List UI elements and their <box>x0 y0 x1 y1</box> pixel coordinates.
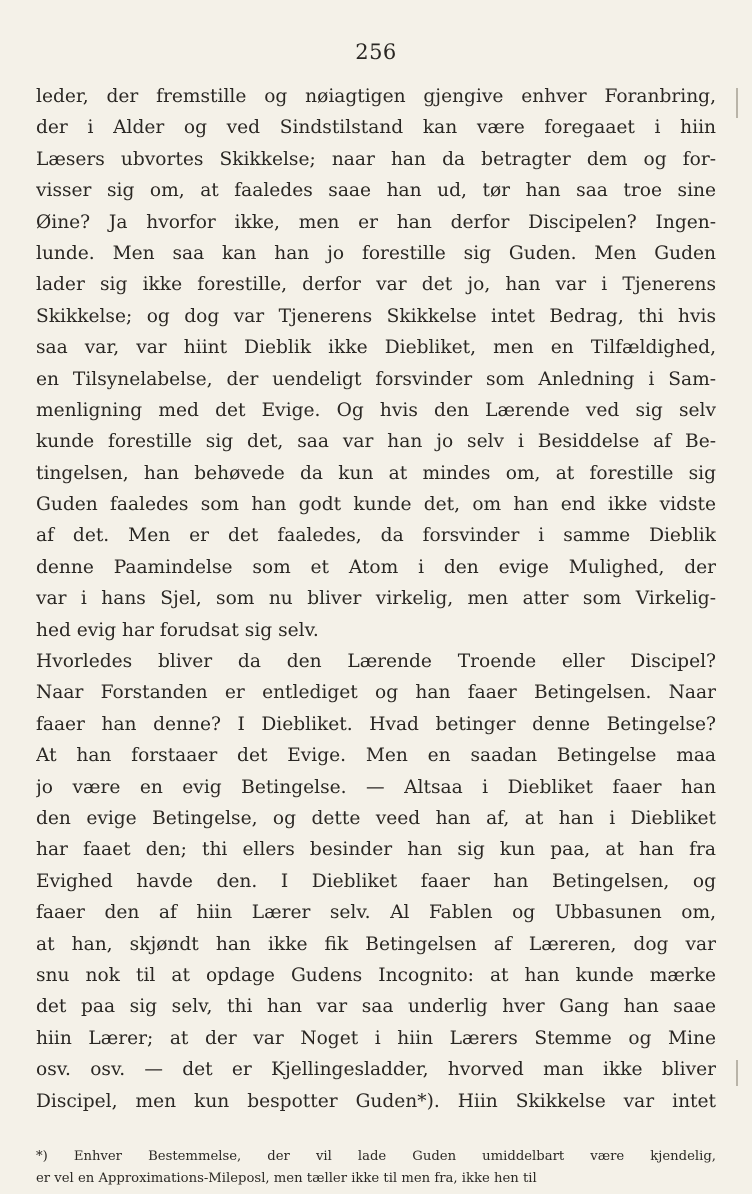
text-line: At han forstaaer det Evige. Men en saadan Betingelse maa <box>36 745 716 767</box>
text-line: Evighed havde den. I Diebliket faaer han Betingelsen, og <box>36 870 716 892</box>
text-line: leder, der fremstille og nøiagtigen gjengive enhver Foranbring, <box>36 86 716 107</box>
footnote-line: *) Enhver Bestemmelse, der vil lade Guden umiddelbart være kjendelig, <box>36 1149 716 1164</box>
text-line: faaer han denne? I Diebliket. Hvad betinger denne Betingelse? <box>36 713 716 735</box>
text-line: af det. Men er det faaledes, da forsvinder i samme Dieblik <box>36 525 716 547</box>
footnote-line: er vel en Approximations-Mileposl, men tæller ikke til men fra, ikke hen til <box>36 1171 537 1186</box>
paragraph-start-line: Hvorledes bliver da den Lærende Troende eller Discipel? <box>36 651 716 673</box>
text-line: tingelsen, han behøvede da kun at mindes om, at forestille sig <box>36 462 716 484</box>
text-line: Discipel, men kun bespotter Guden*). Hiin Skikkelse var intet <box>36 1090 716 1112</box>
text-line: denne Paamindelse som et Atom i den evige Mulighed, der <box>36 556 716 578</box>
text-line: har faaet den; thi ellers besinder han sig kun paa, at han fra <box>36 839 716 861</box>
text-line: lunde. Men saa kan han jo forestille sig Guden. Men Guden <box>36 242 716 264</box>
text-line: var i hans Sjel, som nu bliver virkelig, men atter som Virkelig- <box>36 588 716 610</box>
body-text <box>36 81 716 1117</box>
text-line: menligning med det Evige. Og hvis den Lærende ved sig selv <box>36 399 716 421</box>
text-line: osv. osv. — det er Kjellingesladder, hvorved man ikke bliver <box>36 1059 716 1081</box>
text-line: Øine? Ja hvorfor ikke, men er han derfor Discipelen? Ingen- <box>36 211 716 233</box>
text-line: snu nok til at opdage Gudens Incognito: at han kunde mærke <box>36 964 716 986</box>
text-line: at han, skjøndt han ikke fik Betingelsen af Læreren, dog var <box>36 933 716 955</box>
text-line: Læsers ubvortes Skikkelse; naar han da betragter dem og for- <box>36 148 716 170</box>
text-line: kunde forestille sig det, saa var han jo selv i Besiddelse af Be- <box>36 431 716 453</box>
page-edge-shadow <box>736 1060 738 1086</box>
text-line: visser sig om, at faaledes saae han ud, tør han saa troe sine <box>36 180 716 202</box>
text-line: den evige Betingelse, og dette veed han af, at han i Diebliket <box>36 807 716 829</box>
text-line: lader sig ikke forestille, derfor var det jo, han var i Tjenerens <box>36 274 716 296</box>
text-line: faaer den af hiin Lærer selv. Al Fablen og Ubbasunen om, <box>36 902 716 924</box>
text-line: det paa sig selv, thi han var saa underlig hver Gang han saae <box>36 996 716 1018</box>
paragraph-end-line: hed evig har forudsat sig selv. <box>36 619 319 641</box>
text-line: jo være en evig Betingelse. — Altsaa i Diebliket faaer han <box>36 776 716 798</box>
text-line: Naar Forstanden er entlediget og han faaer Betingelsen. Naar <box>36 682 716 704</box>
text-line: der i Alder og ved Sindstilstand kan være foregaaet i hiin <box>36 117 716 139</box>
text-line: Guden faaledes som han godt kunde det, om han end ikke vidste <box>36 494 716 516</box>
text-line: Skikkelse; og dog var Tjenerens Skikkelse intet Bedrag, thi hvis <box>36 305 716 327</box>
page-number: 256 <box>355 40 397 64</box>
footnote <box>36 1146 716 1190</box>
text-line: saa var, var hiint Dieblik ikke Diebliket, men en Tilfældighed, <box>36 337 716 359</box>
text-line: en Tilsynelabelse, der uendeligt forsvinder som Anledning i Sam- <box>36 368 716 390</box>
page-edge-shadow <box>736 88 738 118</box>
text-line: hiin Lærer; at der var Noget i hiin Lærers Stemme og Mine <box>36 1027 716 1049</box>
